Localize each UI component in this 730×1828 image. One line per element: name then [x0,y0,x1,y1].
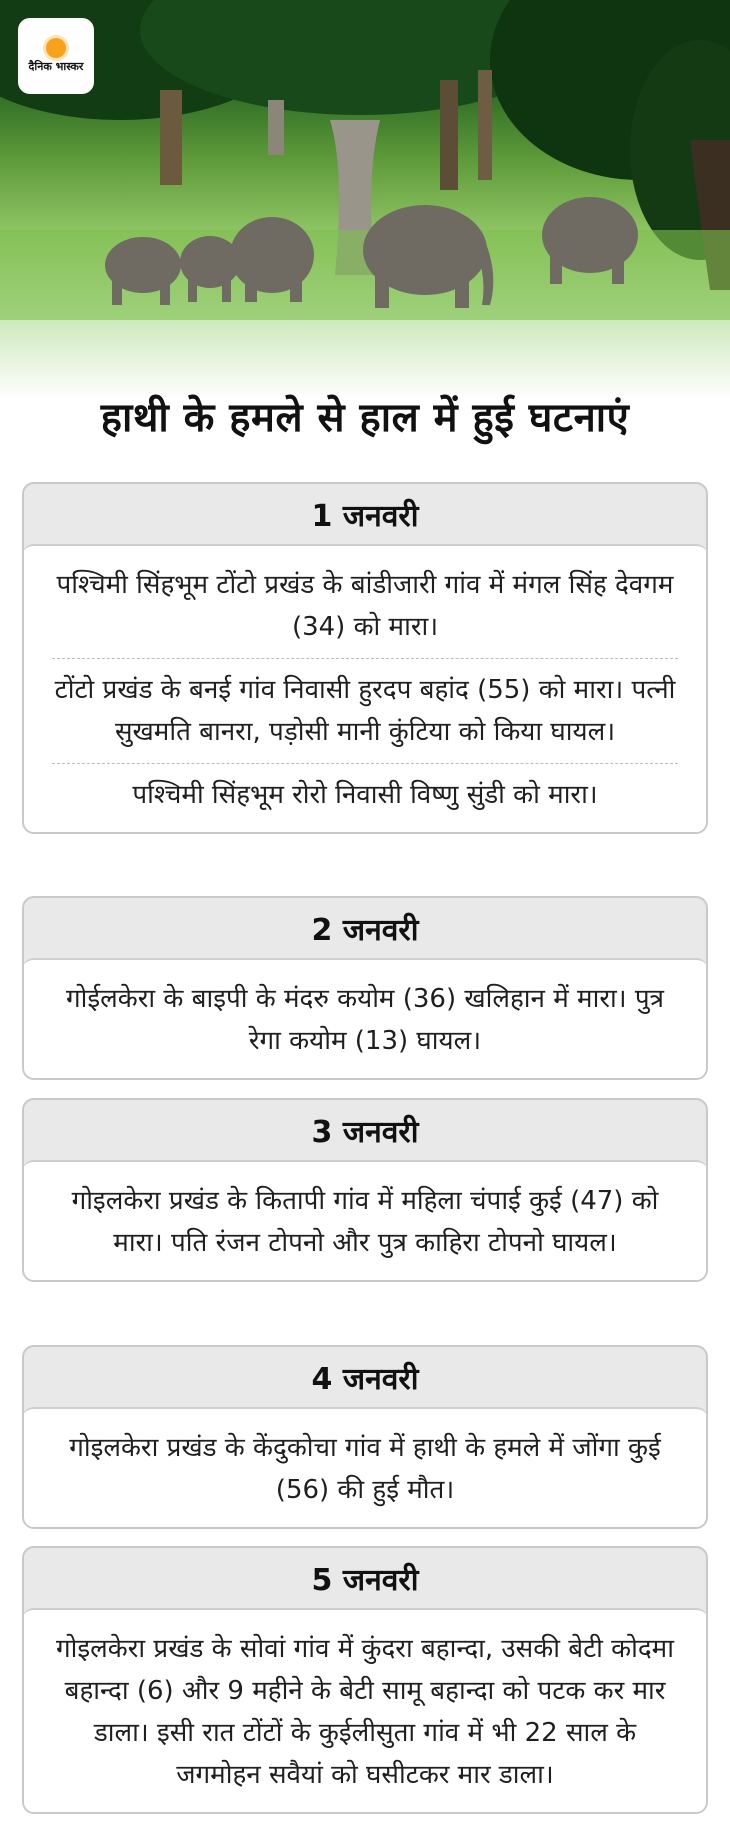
logo-text: दैनिक भास्कर [28,60,84,73]
date-card [22,1345,708,1529]
date-heading: 1 जनवरी [311,498,419,534]
hero-photo [0,0,730,400]
incident-text: पश्चिमी सिंहभूम टोंटो प्रखंड के बांडीजारी गांव में मंगल सिंह देवगम (34) को मारा। [56,570,674,642]
dainik-bhaskar-logo [18,18,94,94]
incident-text: गोइलकेरा प्रखंड के कितापी गांव में महिला चंपाई कुई (47) को मारा। पति रंजन टोपनो और पुत्र काहिरा टोपनो घायल। [71,1186,659,1258]
incident-body [22,544,708,834]
incident-text: गोइलकेरा प्रखंड के सोवां गांव में कुंदरा बहान्दा, उसकी बेटी कोदमा बहान्दा (6) और 9 महीने के बेटी सामू बहान्दा को पटक कर मार डाला। इसी रात टोंटों के कुईलीसुता गांव में भी 22 साल के जगमोहन सवैयां को घसीटकर मार डाला। [56,1634,674,1790]
incident-body [22,1407,708,1529]
page-title: हाथी के हमले से हाल में हुई घटनाएं [100,395,630,441]
elephant-herd-illustration [0,0,730,400]
incident-text: पश्चिमी सिंहभूम रोरो निवासी विष्णु सुंडी को मारा। [52,763,678,826]
date-card [22,1546,708,1814]
date-heading: 5 जनवरी [311,1562,419,1598]
date-card [22,896,708,1080]
incident-body [22,958,708,1080]
date-heading: 3 जनवरी [311,1114,419,1150]
incident-body [22,1160,708,1282]
date-heading: 2 जनवरी [311,912,419,948]
incident-text: टोंटो प्रखंड के बनई गांव निवासी हुरदप बहांद (55) को मारा। पत्नी सुखमति बानरा, पड़ोसी मानी कुंटिया को किया घायल। [52,658,678,763]
incident-text: गोइलकेरा प्रखंड के केंदुकोचा गांव में हाथी के हमले में जोंगा कुई (56) की हुई मौत। [69,1433,661,1505]
date-card [22,1098,708,1282]
incident-body [22,1608,708,1814]
date-heading: 4 जनवरी [311,1361,419,1397]
incident-text: गोईलकेरा के बाइपी के मंदरु कयोम (36) खलिहान में मारा। पुत्र रेगा कयोम (13) घायल। [66,984,664,1056]
date-card [22,482,708,834]
sun-icon [46,38,66,58]
